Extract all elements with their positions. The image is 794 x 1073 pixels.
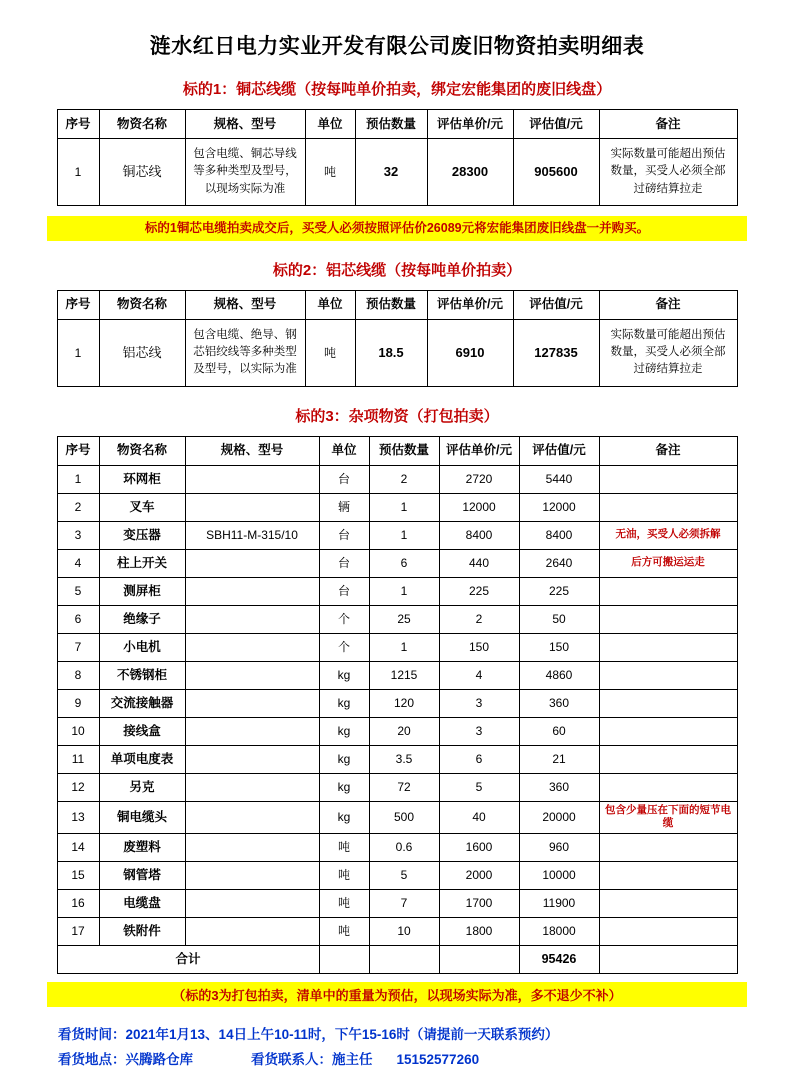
col-name: 物资名称 [99,290,185,319]
cell-value: 4860 [519,661,599,689]
cell-unit: kg [319,773,369,801]
cell-name: 铝芯线 [99,319,185,386]
lot3-note: （标的3为打包拍卖，清单中的重量为预估，以现场实际为准，多不退少不补） [47,982,747,1007]
cell-value: 60 [519,717,599,745]
col-remark: 备注 [599,436,737,465]
cell-name: 废塑料 [99,834,185,862]
cell-spec [185,465,319,493]
cell-spec [185,549,319,577]
cell-price: 3 [439,717,519,745]
cell-unit: kg [319,689,369,717]
cell-remark [599,745,737,773]
table-row [57,493,737,521]
cell-price: 150 [439,633,519,661]
cell-price: 5 [439,773,519,801]
table-row [57,465,737,493]
table-row [57,918,737,946]
page-title: 涟水红日电力实业开发有限公司废旧物资拍卖明细表 [149,35,645,58]
cell-unit: kg [319,801,369,833]
cell-unit: 吨 [305,139,355,206]
cell-remark [599,689,737,717]
cell-unit: 辆 [319,493,369,521]
cell-spec [185,689,319,717]
cell-spec [185,890,319,918]
cell-unit: 个 [319,605,369,633]
cell-name: 接线盒 [99,717,185,745]
table-row [57,717,737,745]
cell-unit: 台 [319,465,369,493]
cell-name: 不锈钢柜 [99,661,185,689]
cell-value: 5440 [519,465,599,493]
cell-spec [185,633,319,661]
cell-spec [185,773,319,801]
col-name: 物资名称 [99,110,185,139]
col-price: 评估单价/元 [439,436,519,465]
cell-qty: 1 [369,577,439,605]
table-row [57,834,737,862]
cell-remark [599,717,737,745]
cell-unit: 吨 [319,834,369,862]
cell-price: 440 [439,549,519,577]
table-row [57,521,737,549]
cell-name: 单项电度表 [99,745,185,773]
cell-name: 铜电缆头 [99,801,185,833]
contact-name: 施主任 [332,1052,373,1067]
lot1-title: 标的1：铜芯线缆（按每吨单价拍卖，绑定宏能集团的废旧线盘） [182,81,612,98]
cell-value: 50 [519,605,599,633]
cell-value: 2640 [519,549,599,577]
cell-remark [599,890,737,918]
cell-qty: 120 [369,689,439,717]
cell-price: 28300 [427,139,513,206]
table-row [57,549,737,577]
col-name: 物资名称 [99,436,185,465]
col-index: 序号 [57,436,99,465]
cell-unit: 台 [319,549,369,577]
cell-remark [599,577,737,605]
cell-spec [185,661,319,689]
cell-value: 127835 [513,319,599,386]
total-value: 95426 [519,946,599,974]
total-row [57,946,737,974]
cell-qty: 32 [355,139,427,206]
view-time-line [58,1023,780,1048]
cell-spec: 包含电缆、绝导、钢芯铝绞线等多种类型及型号，以实际为准 [185,319,305,386]
cell-value: 150 [519,633,599,661]
cell-price: 4 [439,661,519,689]
table-row [57,319,737,386]
col-qty: 预估数量 [355,290,427,319]
table-row [57,890,737,918]
cell-index: 15 [57,862,99,890]
cell-unit: 吨 [319,918,369,946]
cell-spec [185,717,319,745]
cell-price: 6910 [427,319,513,386]
total-unit-blank [319,946,369,974]
col-qty: 预估数量 [369,436,439,465]
cell-price: 40 [439,801,519,833]
cell-name: 交流接触器 [99,689,185,717]
cell-qty: 0.6 [369,834,439,862]
total-price-blank [439,946,519,974]
lot3-title: 标的3：杂项物资（打包拍卖） [295,407,499,425]
cell-unit: 台 [319,521,369,549]
contact-phone: 15152577260 [396,1052,480,1067]
cell-name: 绝缘子 [99,605,185,633]
cell-price: 2720 [439,465,519,493]
col-index: 序号 [57,110,99,139]
cell-remark [599,834,737,862]
cell-qty: 25 [369,605,439,633]
col-qty: 预估数量 [355,110,427,139]
cell-qty: 1 [369,521,439,549]
cell-value: 360 [519,689,599,717]
view-time-value: 2021年1月13、14日上午10-11时，下午15-16时（请提前一天联系预约） [125,1027,559,1043]
cell-index: 9 [57,689,99,717]
cell-name: 铜芯线 [99,139,185,206]
cell-spec [185,918,319,946]
cell-index: 1 [57,139,99,206]
cell-remark: 实际数量可能超出预估数量，买受人必须全部过磅结算拉走 [599,139,737,206]
cell-remark [599,633,737,661]
table-row [57,773,737,801]
cell-name: 电缆盘 [99,890,185,918]
cell-spec [185,493,319,521]
table-row [57,577,737,605]
contact-label: 看货联系人： [251,1052,332,1067]
cell-price: 6 [439,745,519,773]
cell-spec [185,605,319,633]
cell-name: 测屏柜 [99,577,185,605]
cell-price: 1600 [439,834,519,862]
cell-name: 钢管塔 [99,862,185,890]
cell-value: 12000 [519,493,599,521]
total-label: 合计 [57,946,319,974]
cell-index: 1 [57,465,99,493]
view-place-label: 看货地点： [58,1052,126,1067]
cell-value: 905600 [513,139,599,206]
cell-spec: SBH11-M-315/10 [185,521,319,549]
cell-index: 4 [57,549,99,577]
cell-price: 3 [439,689,519,717]
cell-remark [599,773,737,801]
cell-name: 环网柜 [99,465,185,493]
cell-qty: 72 [369,773,439,801]
table-header-row [57,290,737,319]
total-qty-blank [369,946,439,974]
col-remark: 备注 [599,290,737,319]
cell-index: 1 [57,319,99,386]
cell-index: 10 [57,717,99,745]
cell-index: 12 [57,773,99,801]
cell-value: 960 [519,834,599,862]
cell-remark [599,605,737,633]
cell-qty: 6 [369,549,439,577]
table-row [57,689,737,717]
cell-index: 3 [57,521,99,549]
cell-unit: 吨 [319,890,369,918]
cell-name: 叉车 [99,493,185,521]
lot3-table [57,436,738,974]
cell-index: 7 [57,633,99,661]
cell-unit: kg [319,717,369,745]
cell-qty: 3.5 [369,745,439,773]
table-row [57,633,737,661]
cell-remark: 无油，买受人必须拆解 [599,521,737,549]
cell-qty: 2 [369,465,439,493]
cell-remark [599,465,737,493]
cell-qty: 5 [369,862,439,890]
cell-value: 21 [519,745,599,773]
cell-qty: 7 [369,890,439,918]
col-value: 评估值/元 [513,290,599,319]
cell-spec [185,834,319,862]
table-row [57,862,737,890]
col-index: 序号 [57,290,99,319]
cell-unit: kg [319,745,369,773]
table-row [57,745,737,773]
cell-index: 11 [57,745,99,773]
cell-name: 另克 [99,773,185,801]
cell-name: 柱上开关 [99,549,185,577]
lot1-note: 标的1铜芯电缆拍卖成交后，买受人必须按照评估价26089元将宏能集团废旧线盘一并购买。 [47,216,747,241]
cell-value: 10000 [519,862,599,890]
cell-remark [599,493,737,521]
cell-index: 16 [57,890,99,918]
table-header-row [57,110,737,139]
cell-unit: 吨 [319,862,369,890]
col-price: 评估单价/元 [427,110,513,139]
cell-price: 2 [439,605,519,633]
view-time-label: 看货时间： [58,1027,126,1043]
cell-price: 2000 [439,862,519,890]
cell-unit: kg [319,661,369,689]
cell-qty: 20 [369,717,439,745]
cell-remark [599,661,737,689]
cell-qty: 10 [369,918,439,946]
cell-remark: 后方可搬运运走 [599,549,737,577]
cell-spec [185,577,319,605]
cell-name: 小电机 [99,633,185,661]
cell-unit: 个 [319,633,369,661]
cell-qty: 500 [369,801,439,833]
auction-detail-document [0,30,794,1067]
lot2-table [57,290,738,387]
contact-block [14,1023,780,1073]
table-row [57,801,737,833]
cell-qty: 1215 [369,661,439,689]
cell-value: 8400 [519,521,599,549]
cell-unit: 台 [319,577,369,605]
col-spec: 规格、型号 [185,290,305,319]
cell-remark [599,862,737,890]
table-row [57,605,737,633]
cell-spec [185,801,319,833]
col-remark: 备注 [599,110,737,139]
total-remark-blank [599,946,737,974]
cell-spec [185,862,319,890]
col-unit: 单位 [319,436,369,465]
col-price: 评估单价/元 [427,290,513,319]
cell-remark: 实际数量可能超出预估数量，买受人必须全部过磅结算拉走 [599,319,737,386]
view-place-line [58,1048,780,1073]
lot1-table [57,109,738,206]
lot2-title: 标的2：铝芯线缆（按每吨单价拍卖） [272,261,522,279]
cell-price: 1700 [439,890,519,918]
cell-price: 1800 [439,918,519,946]
cell-price: 8400 [439,521,519,549]
cell-price: 12000 [439,493,519,521]
col-unit: 单位 [305,110,355,139]
col-spec: 规格、型号 [185,110,305,139]
cell-index: 13 [57,801,99,833]
cell-index: 6 [57,605,99,633]
cell-spec [185,745,319,773]
cell-qty: 1 [369,493,439,521]
view-place-value: 兴腾路仓库 [125,1052,193,1067]
cell-value: 360 [519,773,599,801]
cell-value: 18000 [519,918,599,946]
cell-index: 17 [57,918,99,946]
cell-qty: 1 [369,633,439,661]
cell-index: 2 [57,493,99,521]
cell-value: 225 [519,577,599,605]
cell-name: 铁附件 [99,918,185,946]
cell-remark: 包含少量压在下面的短节电缆 [599,801,737,833]
cell-spec: 包含电缆、铜芯导线等多种类型及型号，以现场实际为准 [185,139,305,206]
cell-price: 225 [439,577,519,605]
col-unit: 单位 [305,290,355,319]
table-header-row [57,436,737,465]
cell-value: 11900 [519,890,599,918]
cell-remark [599,918,737,946]
cell-index: 14 [57,834,99,862]
cell-unit: 吨 [305,319,355,386]
cell-qty: 18.5 [355,319,427,386]
cell-name: 变压器 [99,521,185,549]
col-value: 评估值/元 [513,110,599,139]
cell-index: 8 [57,661,99,689]
cell-index: 5 [57,577,99,605]
table-row [57,139,737,206]
col-spec: 规格、型号 [185,436,319,465]
col-value: 评估值/元 [519,436,599,465]
cell-value: 20000 [519,801,599,833]
table-row [57,661,737,689]
